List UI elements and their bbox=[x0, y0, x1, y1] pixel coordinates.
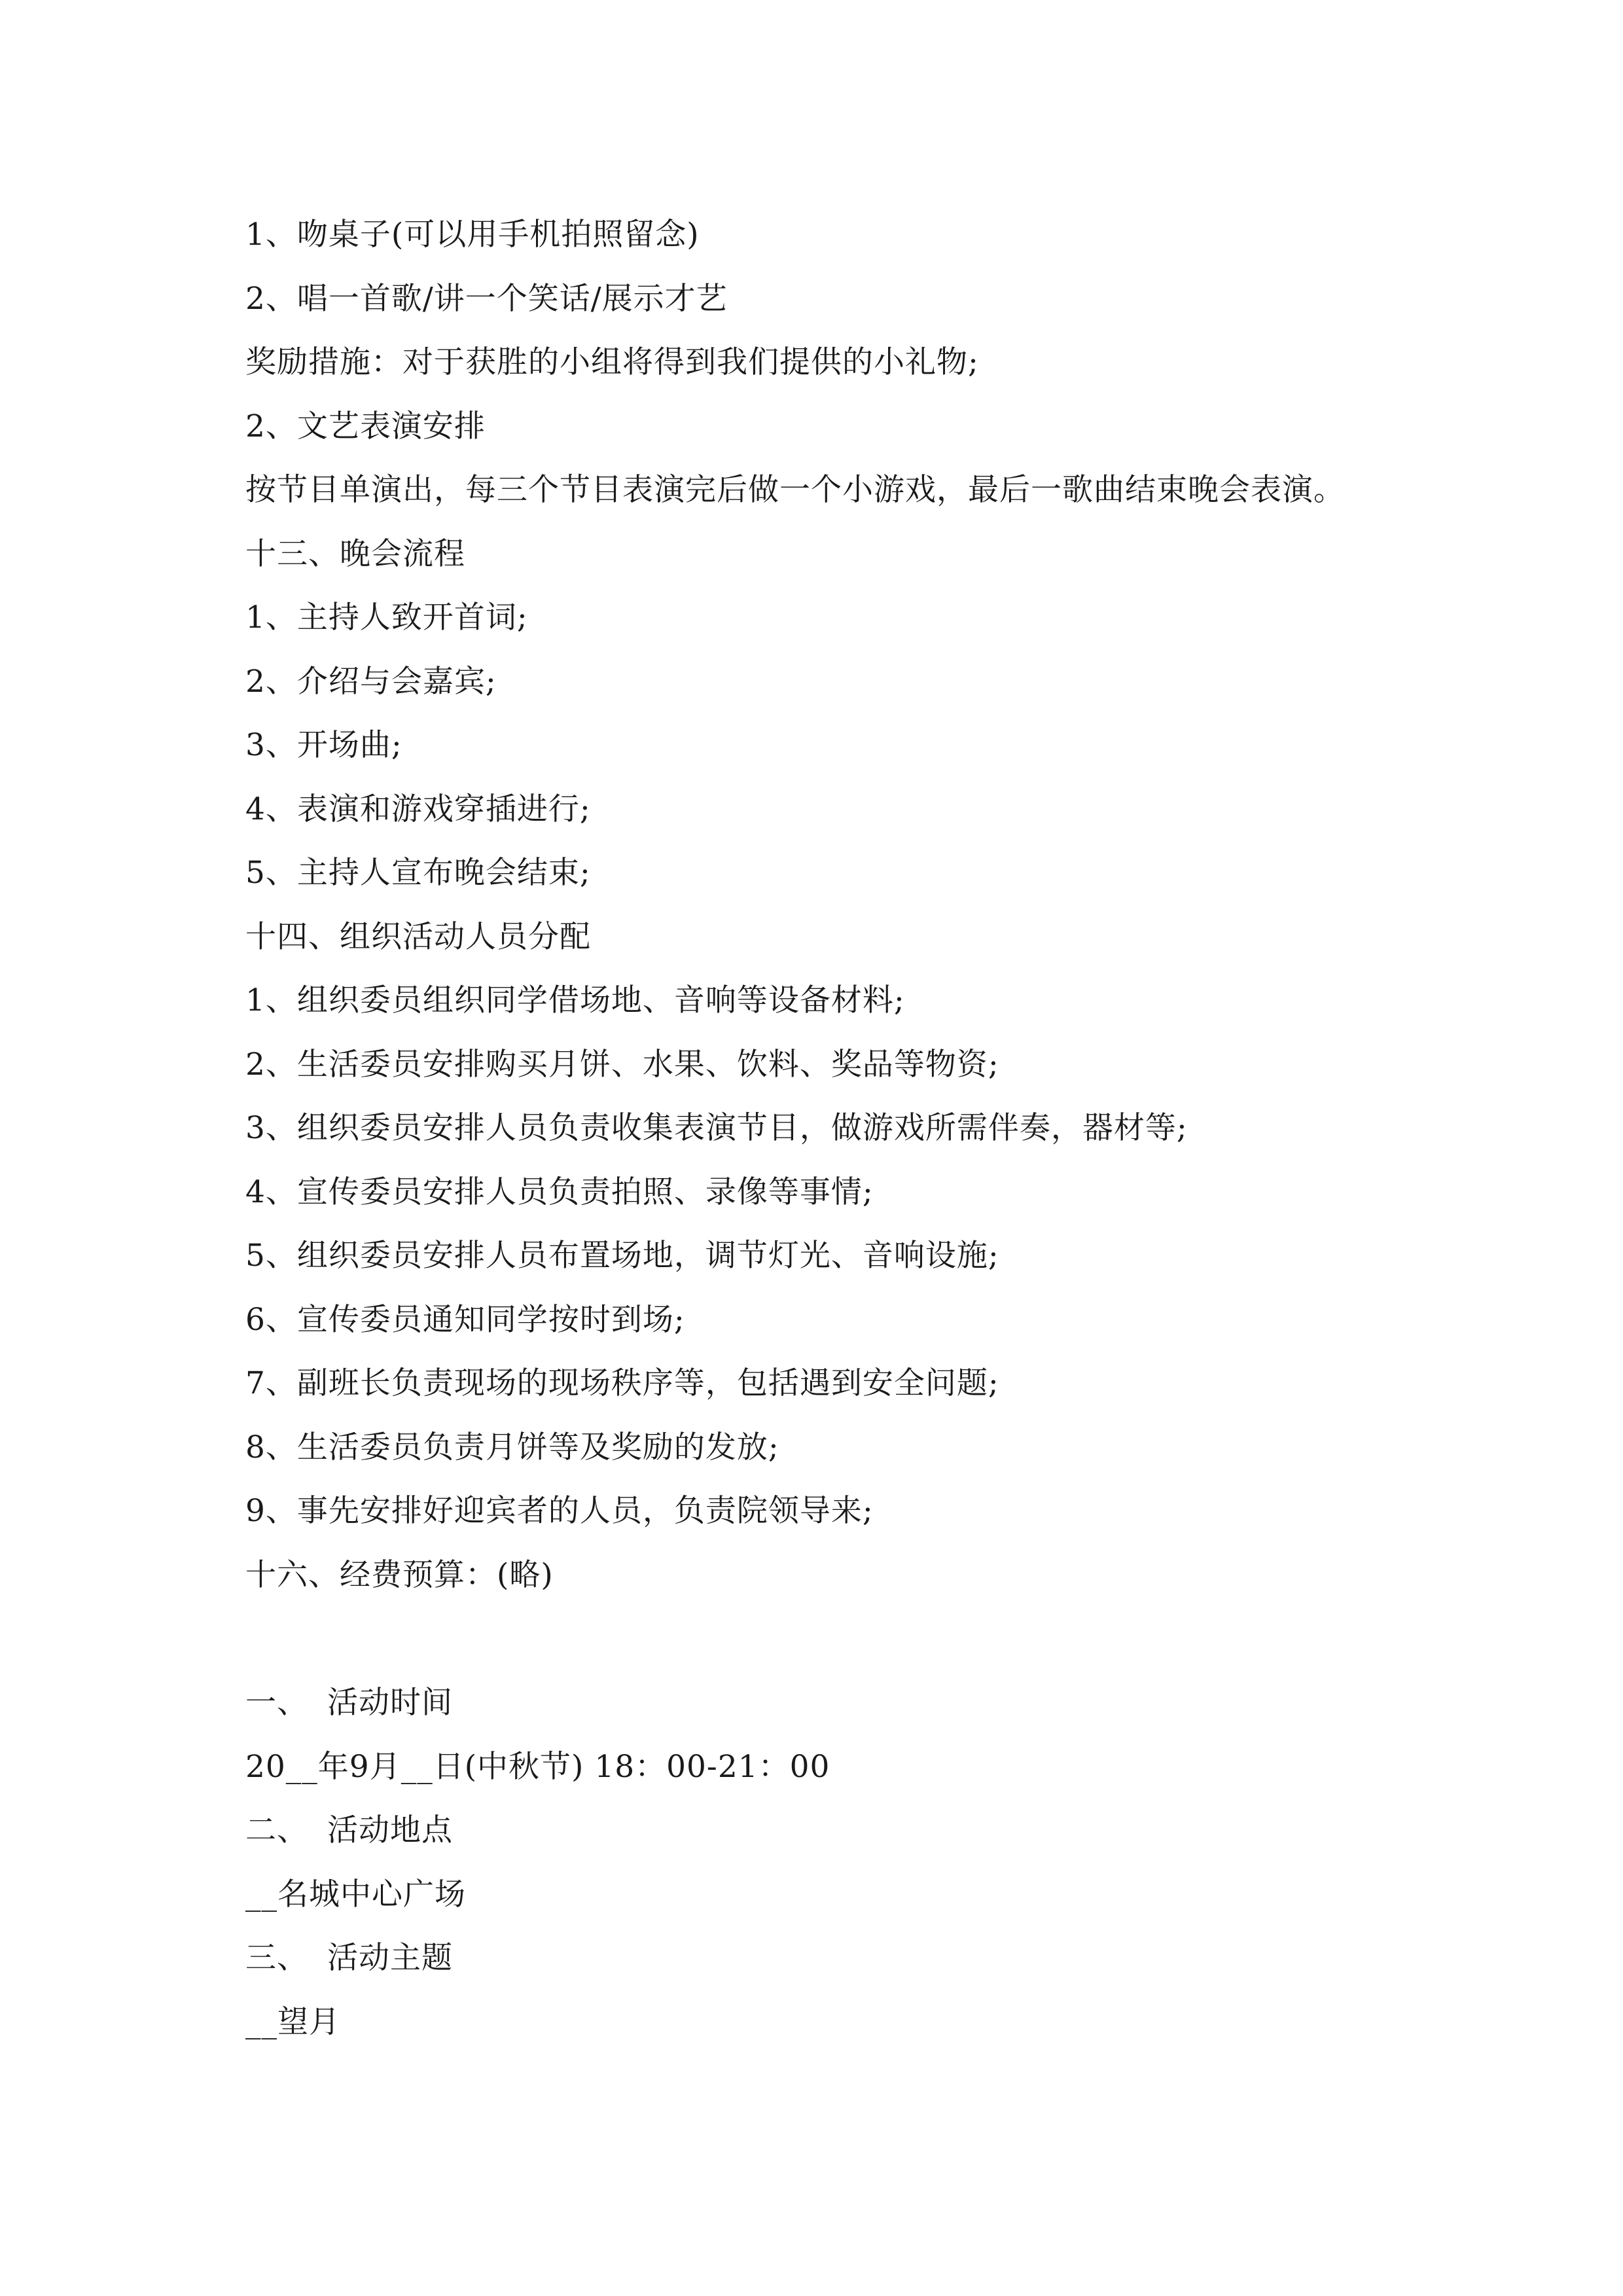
section-title: 活动主题 bbox=[327, 1940, 453, 1976]
text-line: 6、宣传委员通知同学按时到场; bbox=[245, 1301, 685, 1338]
section-spacer bbox=[245, 1607, 1489, 1671]
text-line: 9、事先安排好迎宾者的人员，负责院领导来; bbox=[245, 1493, 874, 1529]
text-line: 4、宣传委员安排人员负责拍照、录像等事情; bbox=[245, 1174, 874, 1210]
section-heading bbox=[245, 1799, 1489, 1863]
text-line: 2、介绍与会嘉宾; bbox=[245, 663, 497, 700]
section-heading bbox=[245, 1671, 1489, 1735]
text-line: 3、组织委员安排人员负责收集表演节目，做游戏所需伴奏，器材等; bbox=[245, 1110, 1188, 1146]
section-number: 二、 bbox=[245, 1812, 308, 1848]
text-line: 4、表演和游戏穿插进行; bbox=[245, 791, 591, 827]
text-line: 5、组织委员安排人员布置场地，调节灯光、音响设施; bbox=[245, 1238, 999, 1274]
section-heading: 十六、经费预算：(略) bbox=[245, 1556, 554, 1593]
text-line: 1、组织委员组织同学借场地、音响等设备材料; bbox=[245, 982, 905, 1018]
section-heading bbox=[245, 1926, 1489, 1990]
section-title: 活动地点 bbox=[327, 1812, 453, 1848]
text-line: 2、文艺表演安排 bbox=[245, 408, 486, 444]
text-line: 7、副班长负责现场的现场秩序等，包括遇到安全问题; bbox=[245, 1365, 999, 1401]
text-line: __名城中心广场 bbox=[245, 1876, 466, 1912]
text-line: 5、主持人宣布晚会结束; bbox=[245, 855, 591, 891]
text-line: 按节目单演出，每三个节目表演完后做一个小游戏，最后一歌曲结束晚会表演。 bbox=[245, 472, 1345, 508]
text-line: 奖励措施：对于获胜的小组将得到我们提供的小礼物; bbox=[245, 344, 979, 380]
section-heading: 十四、组织活动人员分配 bbox=[245, 918, 591, 955]
text-line: 2、生活委员安排购买月饼、水果、饮料、奖品等物资; bbox=[245, 1046, 999, 1083]
section-heading: 十三、晚会流程 bbox=[245, 535, 465, 572]
text-line: 8、生活委员负责月饼等及奖励的发放; bbox=[245, 1429, 779, 1465]
section-number: 一、 bbox=[245, 1685, 308, 1721]
text-line: __望月 bbox=[245, 2003, 340, 2040]
text-line: 20__年9月__日(中秋节) 18：00-21：00 bbox=[245, 1748, 830, 1785]
document-body bbox=[245, 203, 1489, 2054]
text-line: 2、唱一首歌/讲一个笑话/展示才艺 bbox=[245, 280, 728, 317]
text-line: 1、吻桌子(可以用手机拍照留念) bbox=[245, 217, 700, 253]
section-number: 三、 bbox=[245, 1940, 308, 1976]
text-line: 1、主持人致开首词; bbox=[245, 600, 528, 636]
section-title: 活动时间 bbox=[327, 1685, 453, 1721]
text-line: 3、开场曲; bbox=[245, 727, 402, 763]
